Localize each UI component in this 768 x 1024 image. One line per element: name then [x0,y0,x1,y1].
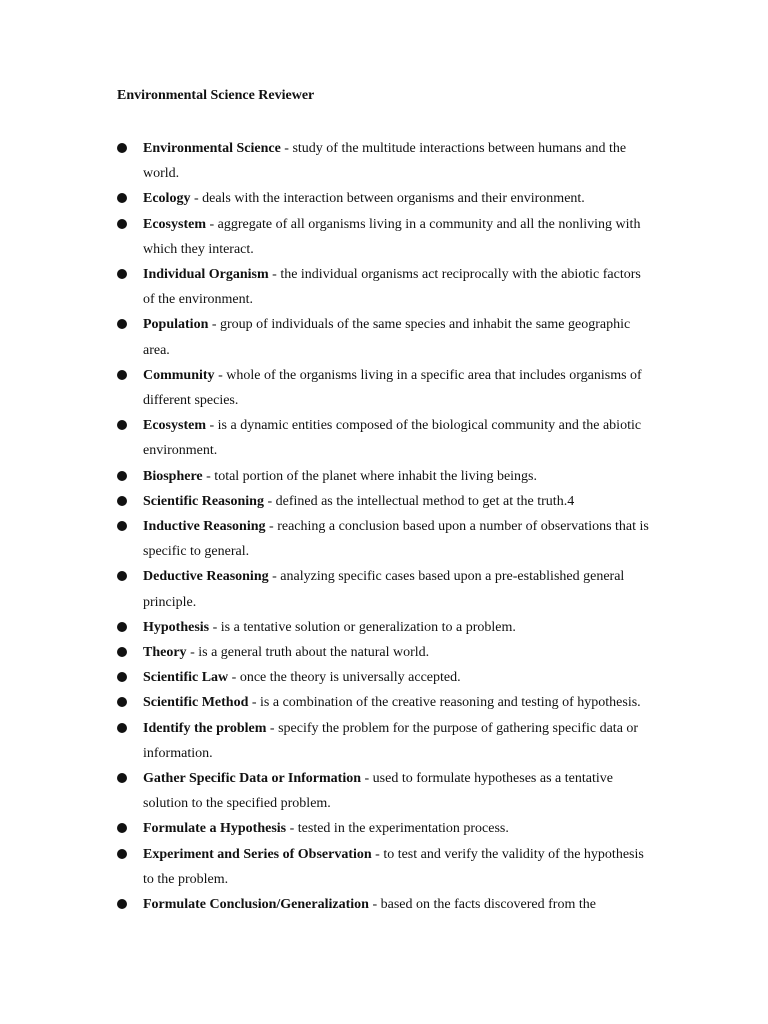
bullet-icon [117,471,127,481]
list-item [0,136,653,186]
term-definition: - group of individuals of the same species and inhabit the same geographic area. [143,317,631,358]
term-definition: - is a general truth about the natural world. [186,645,430,661]
term-label: Ecosystem [143,418,206,434]
term-definition: - to test and verify the validity of the hypothesis to the problem. [143,846,644,887]
term-definition: - is a tentative solution or generalization to a problem. [209,619,516,635]
list-item [0,842,653,892]
bullet-icon [117,823,127,833]
list-item [0,892,653,917]
term-definition: - is a dynamic entities composed of the biological community and the abiotic environment. [143,418,642,459]
term-label: Community [143,367,215,383]
term-label: Environmental Science [143,141,281,156]
term-definition: - aggregate of all organisms living in a community and all the nonliving with which they interact. [143,216,641,257]
list-item [0,640,653,665]
term-definition: - analyzing specific cases based upon a pre-established general principle. [143,569,625,610]
term-label: Hypothesis [143,619,210,635]
term-label: Biosphere [143,468,203,484]
bullet-icon [117,622,127,632]
term-label: Ecology [143,191,191,207]
list-item [0,262,653,312]
list-item [0,766,653,816]
bullet-icon [117,697,127,707]
bullet-icon [117,193,127,203]
list-item [0,363,653,413]
bullet-icon [117,143,127,153]
term-label: Scientific Method [143,695,249,711]
term-label: Theory [143,645,187,661]
term-definition: - reaching a conclusion based upon a number of observations that is specific to general. [143,519,649,560]
bullet-icon [117,496,127,506]
bullet-icon [117,672,127,682]
term-definition: - total portion of the planet where inhabit the living beings. [202,468,538,484]
term-label: Gather Specific Data or Information [143,771,362,787]
bullet-icon [117,647,127,657]
bullet-icon [117,269,127,279]
list-item [0,690,653,715]
bullet-icon [117,420,127,430]
term-definition: - specify the problem for the purpose of gathering specific data or information. [143,720,639,761]
term-definition: - used to formulate hypotheses as a tentative solution to the specified problem. [143,771,613,812]
bullet-icon [117,723,127,733]
list-item [0,816,653,841]
term-label: Deductive Reasoning [143,569,269,585]
term-definition: - is a combination of the creative reasoning and testing of hypothesis. [248,695,641,711]
list-item [0,312,653,362]
term-definition: - whole of the organisms living in a specific area that includes organisms of different species. [143,367,642,409]
term-label: Scientific Law [143,670,229,686]
list-item [0,489,653,514]
term-label: Identify the problem [143,720,267,736]
list-item [0,716,653,766]
term-label: Experiment and Series of Observation [143,846,372,862]
list-item [0,413,653,463]
bullet-icon [117,571,127,581]
bullet-icon [117,370,127,380]
term-label: Ecosystem [143,216,206,232]
term-label: Individual Organism [143,267,269,283]
term-definition: - based on the facts discovered from the [368,897,596,913]
bullet-icon [117,773,127,783]
list-item [0,665,653,690]
term-label: Population [143,317,209,333]
bullet-icon [117,319,127,329]
list-item [0,464,653,489]
term-definition: - study of the multitude interactions between humans and the world. [143,141,627,182]
term-list [0,136,768,917]
bullet-icon [117,219,127,229]
list-item [0,212,653,262]
bullet-icon [117,899,127,909]
term-label: Formulate Conclusion/Generalization [143,897,369,913]
bullet-icon [117,849,127,859]
term-definition: - tested in the experimentation process. [286,821,509,837]
term-definition: - deals with the interaction between organisms and their environment. [190,191,585,207]
term-definition: - once the theory is universally accepted. [228,670,461,686]
term-label: Inductive Reasoning [143,519,266,535]
term-label: Formulate a Hypothesis [143,821,287,837]
term-definition: - the individual organisms act reciprocally with the abiotic factors of the environment. [143,267,641,308]
term-definition: - defined as the intellectual method to get at the truth.4 [263,493,575,509]
list-item [0,564,653,614]
list-item [0,186,653,211]
list-item [0,615,653,640]
bullet-icon [117,521,127,531]
document-title: Environmental Science Reviewer [117,88,315,103]
list-item [0,514,653,564]
term-label: Scientific Reasoning [143,493,264,509]
